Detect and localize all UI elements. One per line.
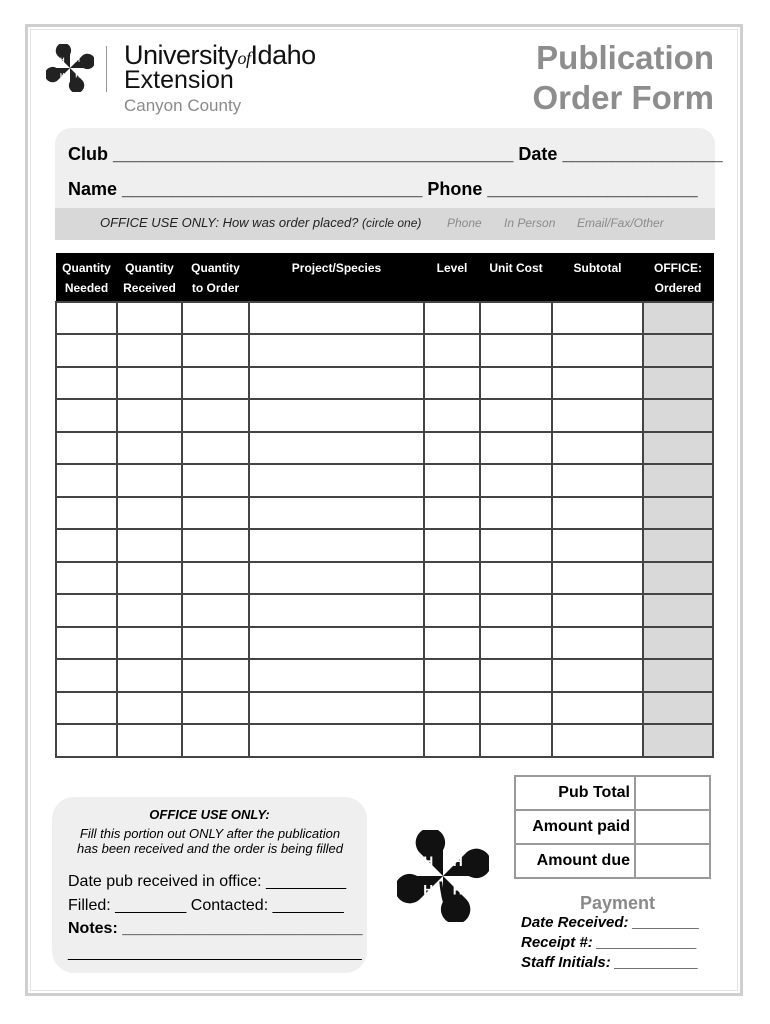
order-method-question bbox=[100, 215, 421, 230]
cell-unit-cost[interactable] bbox=[480, 692, 552, 725]
cell-subtotal[interactable] bbox=[552, 659, 643, 692]
cell-office-ordered[interactable] bbox=[643, 529, 713, 562]
idaho-word: Idaho bbox=[250, 40, 316, 70]
cell-unit-cost[interactable] bbox=[480, 659, 552, 692]
column-header-quantity-to-order bbox=[182, 254, 249, 302]
cell-quantity-needed[interactable] bbox=[56, 302, 117, 335]
cell-quantity-needed[interactable] bbox=[56, 659, 117, 692]
form-title bbox=[532, 38, 714, 118]
office-use-title: OFFICE USE ONLY: bbox=[149, 807, 270, 822]
cell-quantity-to-order[interactable] bbox=[182, 497, 249, 530]
university-word: University bbox=[124, 40, 238, 70]
cell-quantity-received[interactable] bbox=[117, 367, 182, 400]
cell-level[interactable] bbox=[424, 432, 480, 465]
cell-level[interactable] bbox=[424, 399, 480, 432]
cell-quantity-to-order[interactable] bbox=[182, 627, 249, 660]
amount-paid-value[interactable] bbox=[635, 810, 710, 844]
cell-level[interactable] bbox=[424, 562, 480, 595]
cell-unit-cost[interactable] bbox=[480, 399, 552, 432]
cell-quantity-to-order[interactable] bbox=[182, 464, 249, 497]
pub-total-label: Pub Total bbox=[515, 776, 635, 810]
cell-quantity-to-order[interactable] bbox=[182, 367, 249, 400]
cell-quantity-needed[interactable] bbox=[56, 464, 117, 497]
cell-unit-cost[interactable] bbox=[480, 464, 552, 497]
cell-project-species[interactable] bbox=[249, 692, 424, 725]
cell-quantity-received[interactable] bbox=[117, 627, 182, 660]
cell-subtotal[interactable] bbox=[552, 627, 643, 660]
cell-quantity-received[interactable] bbox=[117, 464, 182, 497]
svg-text:H: H bbox=[423, 853, 434, 869]
cell-project-species[interactable] bbox=[249, 497, 424, 530]
cell-office-ordered[interactable] bbox=[643, 594, 713, 627]
cell-office-ordered[interactable] bbox=[643, 432, 713, 465]
column-header-line: Subtotal bbox=[573, 261, 622, 275]
notes-field[interactable]: Notes: ___________________________ bbox=[68, 920, 363, 937]
cell-quantity-received[interactable] bbox=[117, 659, 182, 692]
cell-unit-cost[interactable] bbox=[480, 432, 552, 465]
cell-level[interactable] bbox=[424, 367, 480, 400]
cell-quantity-needed[interactable] bbox=[56, 497, 117, 530]
order-method-question-text: OFFICE USE ONLY: How was order placed? bbox=[100, 215, 359, 230]
column-header-line: Quantity bbox=[62, 261, 111, 275]
cell-quantity-to-order[interactable] bbox=[182, 562, 249, 595]
cell-level[interactable] bbox=[424, 692, 480, 725]
cell-project-species[interactable] bbox=[249, 529, 424, 562]
column-header-line: Quantity bbox=[191, 261, 240, 275]
table-row bbox=[56, 302, 713, 335]
cell-project-species[interactable] bbox=[249, 594, 424, 627]
table-row bbox=[56, 529, 713, 562]
4h-clover-icon bbox=[397, 830, 489, 922]
cell-office-ordered[interactable] bbox=[643, 724, 713, 757]
cell-office-ordered[interactable] bbox=[643, 562, 713, 595]
column-header-unit-cost bbox=[480, 254, 552, 302]
cell-project-species[interactable] bbox=[249, 464, 424, 497]
cell-unit-cost[interactable] bbox=[480, 594, 552, 627]
extension-wordmark: Extension bbox=[124, 66, 234, 94]
column-header-line: Ordered bbox=[654, 281, 702, 295]
cell-office-ordered[interactable] bbox=[643, 367, 713, 400]
cell-level[interactable] bbox=[424, 627, 480, 660]
table-row bbox=[56, 562, 713, 595]
totals-row bbox=[515, 776, 710, 810]
staff-initials-field[interactable]: Staff Initials: __________ bbox=[521, 954, 699, 971]
cell-quantity-received[interactable] bbox=[117, 497, 182, 530]
cell-project-species[interactable] bbox=[249, 627, 424, 660]
cell-office-ordered[interactable] bbox=[643, 302, 713, 335]
cell-subtotal[interactable] bbox=[552, 432, 643, 465]
cell-level[interactable] bbox=[424, 529, 480, 562]
4h-clover-logo-icon bbox=[46, 44, 94, 92]
column-header-line: to Order bbox=[191, 281, 240, 295]
cell-subtotal[interactable] bbox=[552, 562, 643, 595]
column-header-line: Level bbox=[436, 261, 468, 275]
table-row bbox=[56, 334, 713, 367]
cell-quantity-received[interactable] bbox=[117, 399, 182, 432]
title-line-1: Publication bbox=[536, 39, 714, 76]
cell-unit-cost[interactable] bbox=[480, 334, 552, 367]
cell-level[interactable] bbox=[424, 334, 480, 367]
cell-office-ordered[interactable] bbox=[643, 659, 713, 692]
table-row bbox=[56, 692, 713, 725]
cell-quantity-to-order[interactable] bbox=[182, 432, 249, 465]
column-header-line: Quantity bbox=[125, 261, 174, 275]
svg-text:H: H bbox=[60, 72, 65, 80]
of-word: of bbox=[237, 48, 251, 68]
cell-quantity-needed[interactable] bbox=[56, 399, 117, 432]
column-header-line: Project/Species bbox=[291, 261, 382, 275]
cell-project-species[interactable] bbox=[249, 562, 424, 595]
cell-office-ordered[interactable] bbox=[643, 399, 713, 432]
county-name: Canyon County bbox=[124, 96, 242, 115]
cell-quantity-received[interactable] bbox=[117, 432, 182, 465]
cell-unit-cost[interactable] bbox=[480, 367, 552, 400]
cell-project-species[interactable] bbox=[249, 659, 424, 692]
cell-unit-cost[interactable] bbox=[480, 497, 552, 530]
cell-subtotal[interactable] bbox=[552, 367, 643, 400]
cell-quantity-to-order[interactable] bbox=[182, 594, 249, 627]
cell-office-ordered[interactable] bbox=[643, 497, 713, 530]
cell-quantity-received[interactable] bbox=[117, 724, 182, 757]
table-row bbox=[56, 432, 713, 465]
cell-office-ordered[interactable] bbox=[643, 464, 713, 497]
cell-unit-cost[interactable] bbox=[480, 562, 552, 595]
cell-project-species[interactable] bbox=[249, 302, 424, 335]
column-header-office-ordered bbox=[643, 254, 713, 302]
cell-quantity-to-order[interactable] bbox=[182, 724, 249, 757]
column-header-line: Unit Cost bbox=[489, 261, 543, 275]
cell-quantity-needed[interactable] bbox=[56, 529, 117, 562]
instructions-line-2: has been received and the order is being filled bbox=[77, 841, 343, 856]
cell-office-ordered[interactable] bbox=[643, 692, 713, 725]
cell-unit-cost[interactable] bbox=[480, 529, 552, 562]
cell-unit-cost[interactable] bbox=[480, 302, 552, 335]
svg-text:H: H bbox=[60, 57, 65, 65]
cell-quantity-needed[interactable] bbox=[56, 562, 117, 595]
cell-level[interactable] bbox=[424, 724, 480, 757]
cell-subtotal[interactable] bbox=[552, 724, 643, 757]
cell-quantity-received[interactable] bbox=[117, 302, 182, 335]
receipt-number-field[interactable]: Receipt #: ____________ bbox=[521, 934, 697, 951]
column-header-project-species bbox=[249, 254, 424, 302]
cell-quantity-needed[interactable] bbox=[56, 334, 117, 367]
cell-quantity-needed[interactable] bbox=[56, 692, 117, 725]
order-table-header bbox=[56, 254, 713, 302]
table-row bbox=[56, 497, 713, 530]
cell-level[interactable] bbox=[424, 497, 480, 530]
column-header-line: OFFICE: bbox=[654, 261, 702, 275]
payment-heading: Payment bbox=[579, 893, 656, 913]
cell-subtotal[interactable] bbox=[552, 529, 643, 562]
svg-text:H: H bbox=[452, 882, 463, 898]
cell-subtotal[interactable] bbox=[552, 594, 643, 627]
amount-paid-label: Amount paid bbox=[515, 810, 635, 844]
logo-divider bbox=[106, 46, 107, 92]
cell-quantity-needed[interactable] bbox=[56, 367, 117, 400]
date-received-field[interactable]: Date pub received in office: _________ bbox=[68, 873, 347, 890]
table-row bbox=[56, 464, 713, 497]
cell-level[interactable] bbox=[424, 659, 480, 692]
cell-subtotal[interactable] bbox=[552, 302, 643, 335]
cell-subtotal[interactable] bbox=[552, 497, 643, 530]
name-phone-field[interactable]: Name ______________________________ Phone _____________________ bbox=[68, 179, 698, 199]
option-phone[interactable]: Phone bbox=[447, 216, 482, 230]
cell-office-ordered[interactable] bbox=[643, 627, 713, 660]
cell-quantity-needed[interactable] bbox=[56, 724, 117, 757]
cell-unit-cost[interactable] bbox=[480, 724, 552, 757]
cell-office-ordered[interactable] bbox=[643, 334, 713, 367]
payment-date-received-field[interactable]: Date Received: ________ bbox=[521, 914, 700, 931]
cell-quantity-needed[interactable] bbox=[56, 594, 117, 627]
cell-subtotal[interactable] bbox=[552, 464, 643, 497]
cell-level[interactable] bbox=[424, 302, 480, 335]
table-row bbox=[56, 724, 713, 757]
cell-quantity-received[interactable] bbox=[117, 594, 182, 627]
order-table bbox=[55, 253, 714, 758]
table-row bbox=[56, 399, 713, 432]
cell-subtotal[interactable] bbox=[552, 399, 643, 432]
cell-project-species[interactable] bbox=[249, 367, 424, 400]
cell-quantity-received[interactable] bbox=[117, 529, 182, 562]
option-in-person[interactable]: In Person bbox=[504, 216, 556, 230]
cell-project-species[interactable] bbox=[249, 399, 424, 432]
circle-one-hint: (circle one) bbox=[362, 216, 422, 230]
column-header-subtotal bbox=[552, 254, 643, 302]
title-line-2: Order Form bbox=[532, 79, 714, 116]
totals-table bbox=[514, 775, 711, 879]
cell-level[interactable] bbox=[424, 464, 480, 497]
cell-quantity-to-order[interactable] bbox=[182, 334, 249, 367]
table-row bbox=[56, 627, 713, 660]
cell-quantity-received[interactable] bbox=[117, 692, 182, 725]
cell-quantity-needed[interactable] bbox=[56, 432, 117, 465]
instructions-line-1: Fill this portion out ONLY after the publication bbox=[79, 826, 341, 841]
option-email-fax-other[interactable]: Email/Fax/Other bbox=[577, 216, 664, 230]
column-header-line: Needed bbox=[64, 281, 109, 295]
svg-text:H: H bbox=[452, 853, 463, 869]
column-header-line: Received bbox=[123, 281, 176, 295]
office-use-instructions bbox=[60, 826, 360, 856]
amount-due-label: Amount due bbox=[515, 844, 635, 878]
cell-quantity-to-order[interactable] bbox=[182, 302, 249, 335]
table-row bbox=[56, 594, 713, 627]
cell-quantity-to-order[interactable] bbox=[182, 659, 249, 692]
totals-row bbox=[515, 810, 710, 844]
cell-quantity-received[interactable] bbox=[117, 562, 182, 595]
cell-project-species[interactable] bbox=[249, 724, 424, 757]
table-row bbox=[56, 367, 713, 400]
cell-project-species[interactable] bbox=[249, 432, 424, 465]
filled-contacted-field[interactable]: Filled: ________ Contacted: ________ bbox=[68, 897, 344, 914]
amount-due-value[interactable] bbox=[635, 844, 710, 878]
cell-quantity-to-order[interactable] bbox=[182, 529, 249, 562]
cell-quantity-received[interactable] bbox=[117, 334, 182, 367]
cell-subtotal[interactable] bbox=[552, 692, 643, 725]
club-date-field[interactable]: Club ________________________________________ Date ________________ bbox=[68, 144, 723, 164]
cell-quantity-needed[interactable] bbox=[56, 627, 117, 660]
column-header-quantity-received bbox=[117, 254, 182, 302]
cell-subtotal[interactable] bbox=[552, 334, 643, 367]
svg-text:H: H bbox=[75, 72, 80, 80]
cell-quantity-to-order[interactable] bbox=[182, 399, 249, 432]
cell-level[interactable] bbox=[424, 594, 480, 627]
column-header-level bbox=[424, 254, 480, 302]
cell-unit-cost[interactable] bbox=[480, 627, 552, 660]
table-row bbox=[56, 659, 713, 692]
totals-row bbox=[515, 844, 710, 878]
column-header-quantity-needed bbox=[56, 254, 117, 302]
svg-text:H: H bbox=[423, 882, 434, 898]
pub-total-value[interactable] bbox=[635, 776, 710, 810]
notes-line[interactable]: _________________________________ bbox=[68, 944, 362, 961]
cell-project-species[interactable] bbox=[249, 334, 424, 367]
svg-text:H: H bbox=[75, 57, 80, 65]
cell-quantity-to-order[interactable] bbox=[182, 692, 249, 725]
